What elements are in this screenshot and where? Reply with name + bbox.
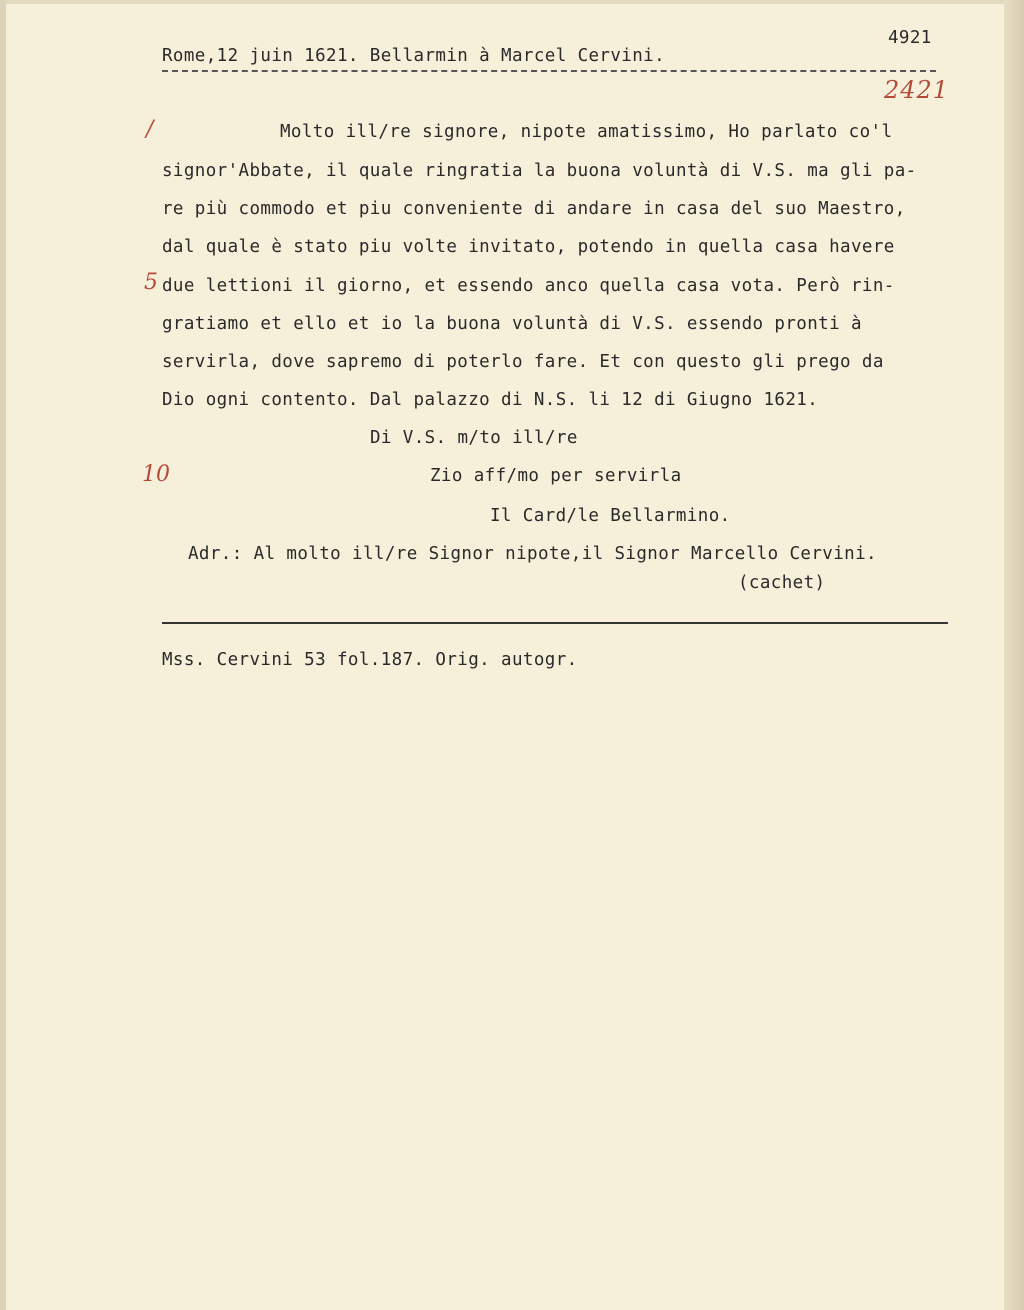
closing-signature: Il Card/le Bellarmino. <box>490 506 731 526</box>
letter-line-8: Dio ogni contento. Dal palazzo di N.S. li 12 di Giugno 1621. <box>162 390 819 410</box>
letter-line-7: servirla, dove sapremo di poterlo fare. Et con questo gli prego da <box>162 352 884 372</box>
seal-note: (cachet) <box>738 573 826 593</box>
address-line: Adr.: Al molto ill/re Signor nipote,il Signor Marcello Cervini. <box>188 544 877 564</box>
letter-line-3: re più commodo et piu conveniente di andare in casa del suo Maestro, <box>162 199 906 219</box>
letter-line-6: gratiamo et ello et io la buona voluntà di V.S. essendo pronti à <box>162 314 862 334</box>
document-header-title: Rome,12 juin 1621. Bellarmin à Marcel Cervini. <box>162 46 666 66</box>
letter-line-2: signor'Abbate, il quale ringratia la buona voluntà di V.S. ma gli pa- <box>162 161 917 181</box>
letter-line-5: due lettioni il giorno, et essendo anco quella casa vota. Però rin- <box>162 276 895 296</box>
closing-signoff: Zio aff/mo per servirla <box>430 466 682 486</box>
page-number: 4921 <box>888 28 932 48</box>
letter-line-1: Molto ill/re signore, nipote amatissimo, Ho parlato co'l <box>280 122 893 142</box>
page-left-edge <box>0 0 6 1310</box>
page-top-edge <box>0 0 1024 4</box>
footnote-rule <box>162 622 948 624</box>
page-right-edge <box>1004 0 1024 1310</box>
closing-salutation: Di V.S. m/to ill/re <box>370 428 578 448</box>
source-footnote: Mss. Cervini 53 fol.187. Orig. autogr. <box>162 650 578 670</box>
header-dashed-rule <box>162 70 936 72</box>
letter-line-4: dal quale è stato piu volte invitato, potendo in quella casa havere <box>162 237 895 257</box>
handwritten-folio-number: 2421 <box>884 76 950 104</box>
margin-mark-line-10: 10 <box>142 462 170 487</box>
margin-mark-line-1: / <box>146 117 154 142</box>
margin-mark-line-5: 5 <box>144 270 158 295</box>
